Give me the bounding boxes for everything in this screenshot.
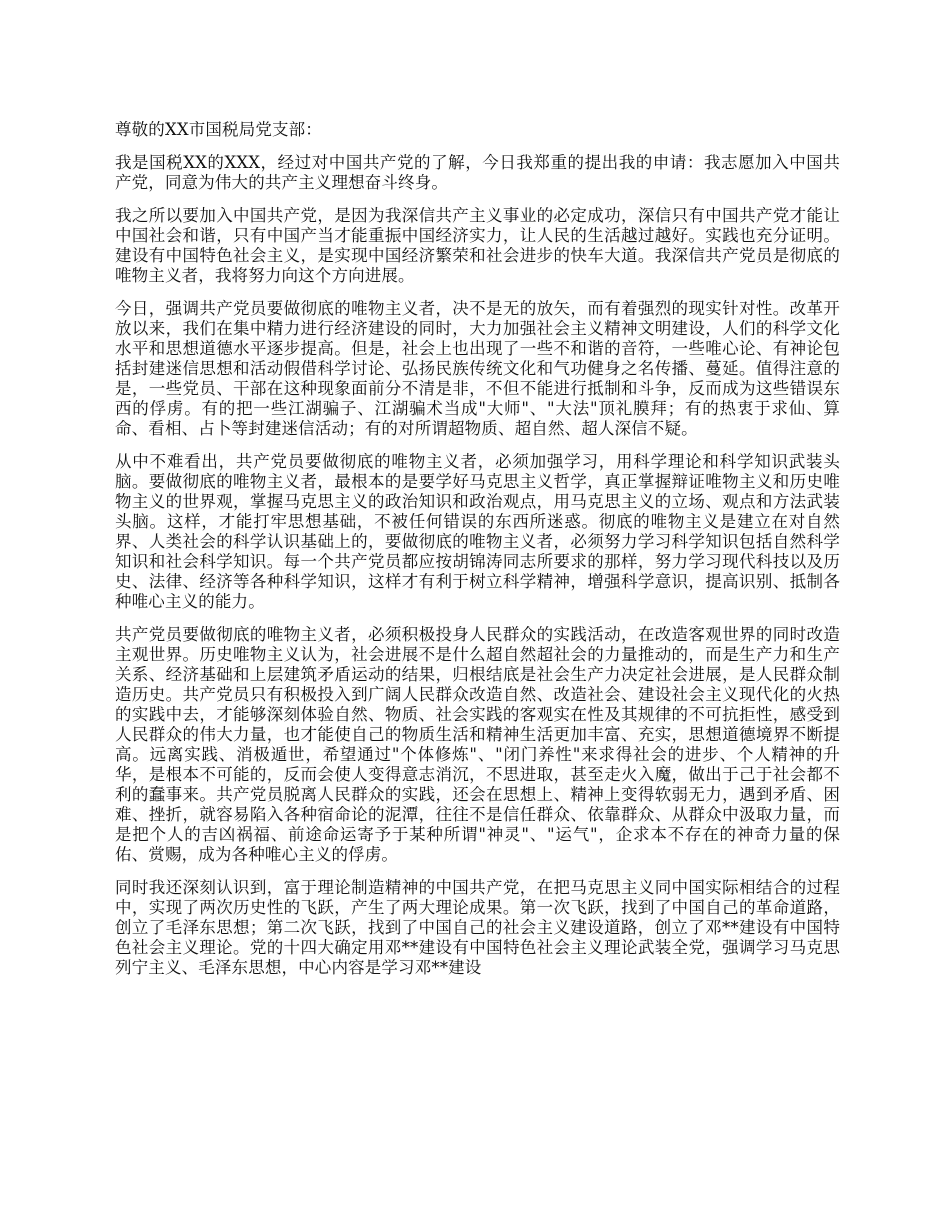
paragraph-materialism: 今日，强调共产党员要做彻底的唯物主义者，决不是无的放矢，而有着强烈的现实针对性。改革开放以来，我们在集中精力进行经济建设的同时，大力加强社会主义精神文明建设，人们的科学文化水平和思想道德水平逐步提高。但是，社会上也出现了一些不和谐的音符，一些唯心论、有神论包括封建迷信思想和活动假借科学讨论、弘扬民族传统文化和气功健身之名传播、蔓延。值得注意的是，一些党员、干部在这种现象面前分不清是非，不但不能进行抵制和斗争，反而成为这些错误东西的俘虏。有的把一些江湖骗子、江湖骗术当成"大师"、"大法"顶礼膜拜；有的热衷于求仙、算命、看相、占卜等封建迷信活动；有的对所谓超物质、超自然、超人深信不疑。 [115, 299, 840, 438]
paragraph-study: 从中不难看出，共产党员要做彻底的唯物主义者，必须加强学习，用科学理论和科学知识武装头脑。要做彻底的唯物主义者，最根本的是要学好马克思主义哲学，真正掌握辩证唯物主义和历史唯物主义的世界观，掌握马克思主义的政治知识和政治观点，用马克思主义的立场、观点和方法武装头脑。这样，才能打牢思想基础，不被任何错误的东西所迷惑。彻底的唯物主义是建立在对自然界、人类社会的科学认识基础上的，要做彻底的唯物主义者，必须努力学习科学知识包括自然科学知识和社会科学知识。每一个共产党员都应按胡锦涛同志所要求的那样，努力学习现代科技以及历史、法律、经济等各种科学知识，这样才有利于树立科学精神，增强科学意识，提高识别、抵制各种唯心主义的能力。 [115, 452, 840, 611]
paragraph-theory: 同时我还深刻认识到，富于理论制造精神的中国共产党，在把马克思主义同中国实际相结合的过程中，实现了两次历史性的飞跃，产生了两大理论成果。第一次飞跃，找到了中国自己的革命道路，创立了毛泽东思想；第二次飞跃，找到了中国自己的社会主义建设道路，创立了邓**建设有中国特色社会主义理论。党的十四大确定用邓**建设有中国特色社会主义理论武装全党，强调学习马克思列宁主义、毛泽东思想，中心内容是学习邓**建设 [115, 878, 840, 977]
paragraph-application: 我是国税XX的XXX，经过对中国共产党的了解，今日我郑重的提出我的申请：我志愿加入中国共产党，同意为伟大的共产主义理想奋斗终身。 [115, 153, 840, 192]
document-body [115, 120, 840, 991]
paragraph-practice: 共产党员要做彻底的唯物主义者，必须积极投身人民群众的实践活动，在改造客观世界的同时改造主观世界。历史唯物主义认为，社会进展不是什么超自然超社会的力量推动的，而是生产力和生产关系、经济基础和上层建筑矛盾运动的结果，归根结底是社会生产力决定社会进展，是人民群众制造历史。共产党员只有积极投入到广阔人民群众改造自然、改造社会、建设社会主义现代化的火热的实践中去，才能够深刻体验自然、物质、社会实践的客观实在性及其规律的不可抗拒性，感受到人民群众的伟大力量，也才能使自己的物质生活和精神生活更加丰富、充实，思想道德境界不断提高。远离实践、消极遁世，希望通过"个体修炼"、"闭门养性"来求得社会的进步、个人精神的升华，是根本不可能的，反而会使人变得意志消沉，不思进取，甚至走火入魔，做出于己于社会都不利的蠢事来。共产党员脱离人民群众的实践，还会在思想上、精神上变得软弱无力，遇到矛盾、困难、挫折，就容易陷入各种宿命论的泥潭，往往不是信任群众、依靠群众、从群众中汲取力量，而是把个人的吉凶祸福、前途命运寄予于某种所谓"神灵"、"运气"，企求本不存在的神奇力量的保佑、赏赐，成为各种唯心主义的俘虏。 [115, 625, 840, 864]
salutation: 尊敬的XX市国税局党支部： [115, 120, 322, 139]
paragraph-reason: 我之所以要加入中国共产党，是因为我深信共产主义事业的必定成功，深信只有中国共产党才能让中国社会和谐，只有中国产当才能重振中国经济实力，让人民的生活越过越好。实践也充分证明。建设有中国特色社会主义，是实现中国经济繁荣和社会进步的快车大道。我深信共产党员是彻底的唯物主义者，我将努力向这个方向进展。 [115, 206, 840, 285]
